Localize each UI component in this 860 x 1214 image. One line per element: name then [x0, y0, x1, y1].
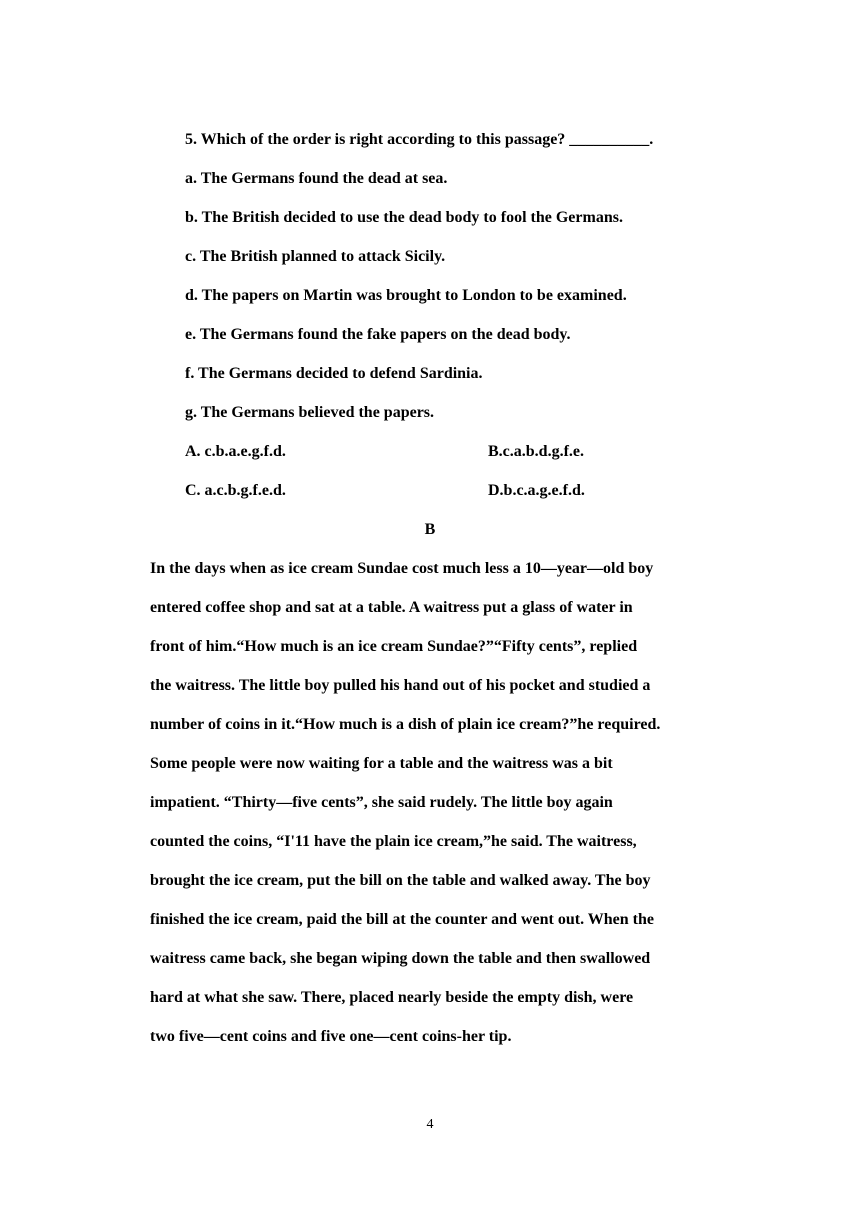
passage-line: Some people were now waiting for a table and the waitress was a bit [150, 755, 613, 772]
choice-d: D.b.c.a.g.e.f.d. [488, 482, 585, 499]
passage-line: In the days when as ice cream Sundae cost much less a 10—year—old boy [150, 560, 654, 577]
statement-a: a. The Germans found the dead at sea. [185, 170, 448, 187]
passage-line: finished the ice cream, paid the bill at the counter and went out. When the [150, 911, 655, 928]
choice-b: B.c.a.b.d.g.f.e. [488, 443, 584, 460]
section-heading: B [424, 521, 436, 538]
question-stem: 5. Which of the order is right according to this passage? __________. [185, 131, 654, 148]
passage-line: impatient. “Thirty—five cents”, she said rudely. The little boy again [150, 794, 613, 811]
passage-line: front of him.“How much is an ice cream Sundae?”“Fifty cents”, replied [150, 638, 638, 655]
passage-line: hard at what she saw. There, placed nearly beside the empty dish, were [150, 989, 634, 1006]
page-number: 4 [426, 1117, 434, 1132]
passage-line: waitress came back, she began wiping down the table and then swallowed [150, 950, 651, 967]
passage-line: two five—cent coins and five one—cent coins-her tip. [150, 1028, 512, 1045]
statement-f: f. The Germans decided to defend Sardinia. [185, 365, 483, 382]
choice-a: A. c.b.a.e.g.f.d. [185, 443, 286, 460]
statement-d: d. The papers on Martin was brought to London to be examined. [185, 287, 627, 304]
passage-line: entered coffee shop and sat at a table. A waitress put a glass of water in [150, 599, 633, 616]
passage-line: number of coins in it.“How much is a dish of plain ice cream?”he required. [150, 716, 661, 733]
statement-e: e. The Germans found the fake papers on the dead body. [185, 326, 571, 343]
passage-line: the waitress. The little boy pulled his hand out of his pocket and studied a [150, 677, 651, 694]
statement-c: c. The British planned to attack Sicily. [185, 248, 446, 265]
passage-line: brought the ice cream, put the bill on the table and walked away. The boy [150, 872, 651, 889]
statement-g: g. The Germans believed the papers. [185, 404, 435, 421]
choice-c: C. a.c.b.g.f.e.d. [185, 482, 286, 499]
statement-b: b. The British decided to use the dead body to fool the Germans. [185, 209, 623, 226]
passage-line: counted the coins, “I'11 have the plain ice cream,”he said. The waitress, [150, 833, 637, 850]
